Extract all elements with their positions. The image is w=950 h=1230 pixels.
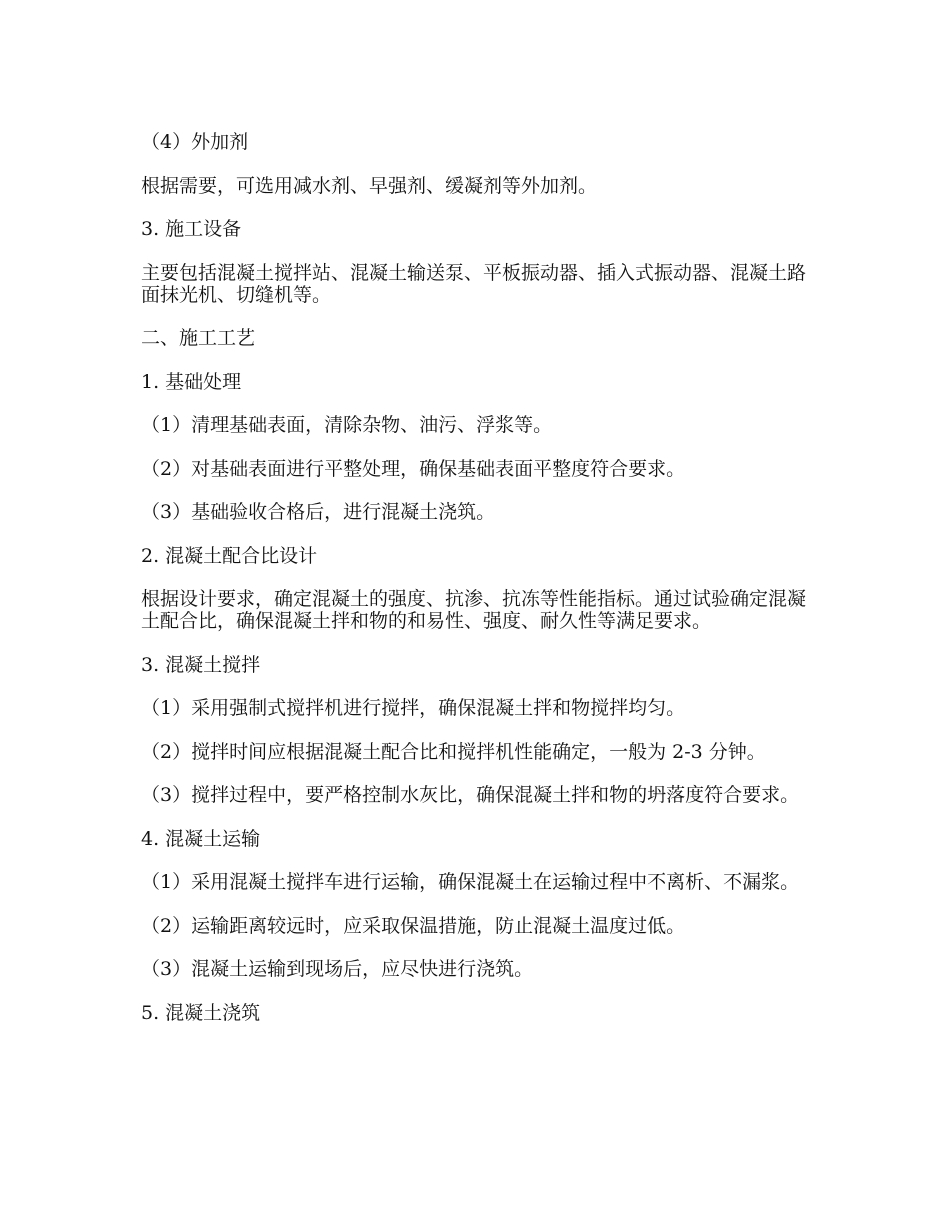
list-item: （3）搅拌过程中，要严格控制水灰比，确保混凝土拌和物的坍落度符合要求。: [141, 784, 800, 806]
list-item: （3）基础验收合格后，进行混凝土浇筑。: [141, 501, 496, 523]
list-item: （2）对基础表面进行平整处理，确保基础表面平整度符合要求。: [141, 457, 686, 480]
list-item: （3）混凝土运输到现场后，应尽快进行浇筑。: [141, 958, 534, 980]
section-heading-foundation: 1. 基础处理: [141, 370, 242, 393]
paragraph-equipment: 主要包括混凝土搅拌站、混凝土输送泵、平板振动器、插入式振动器、混凝土路面抹光机、切缝机等。: [141, 261, 807, 306]
paragraph-mix-design: 根据设计要求，确定混凝土的强度、抗渗、抗冻等性能指标。通过试验确定混凝土配合比，确保混凝土拌和物的和易性、强度、耐久性等满足要求。: [141, 588, 807, 632]
section-heading-pouring: 5. 混凝土浇筑: [141, 1001, 261, 1024]
section-heading-mix-design: 2. 混凝土配合比设计: [141, 544, 318, 567]
section-heading-transport: 4. 混凝土运输: [141, 827, 261, 850]
section-heading-equipment: 3. 施工设备: [141, 218, 242, 240]
list-item: （1）采用混凝土搅拌车进行运输，确保混凝土在运输过程中不离析、不漏浆。: [141, 871, 800, 893]
list-item: （2）运输距离较远时，应采取保温措施，防止混凝土温度过低。: [141, 914, 686, 937]
paragraph-admixture: 根据需要，可选用减水剂、早强剂、缓凝剂等外加剂。: [141, 174, 598, 197]
document-page: [141, 131, 811, 1045]
list-item: （1）采用强制式搅拌机进行搅拌，确保混凝土拌和物搅拌均匀。: [141, 697, 686, 719]
section-heading-mixing: 3. 混凝土搅拌: [141, 653, 261, 676]
chapter-heading-process: 二、施工工艺: [141, 327, 256, 349]
list-item: （1）清理基础表面，清除杂物、油污、浮浆等。: [141, 414, 553, 436]
item-heading-admixture: （4）外加剂: [141, 131, 249, 153]
list-item: （2）搅拌时间应根据混凝土配合比和搅拌机性能确定，一般为 2-3 分钟。: [141, 740, 766, 763]
